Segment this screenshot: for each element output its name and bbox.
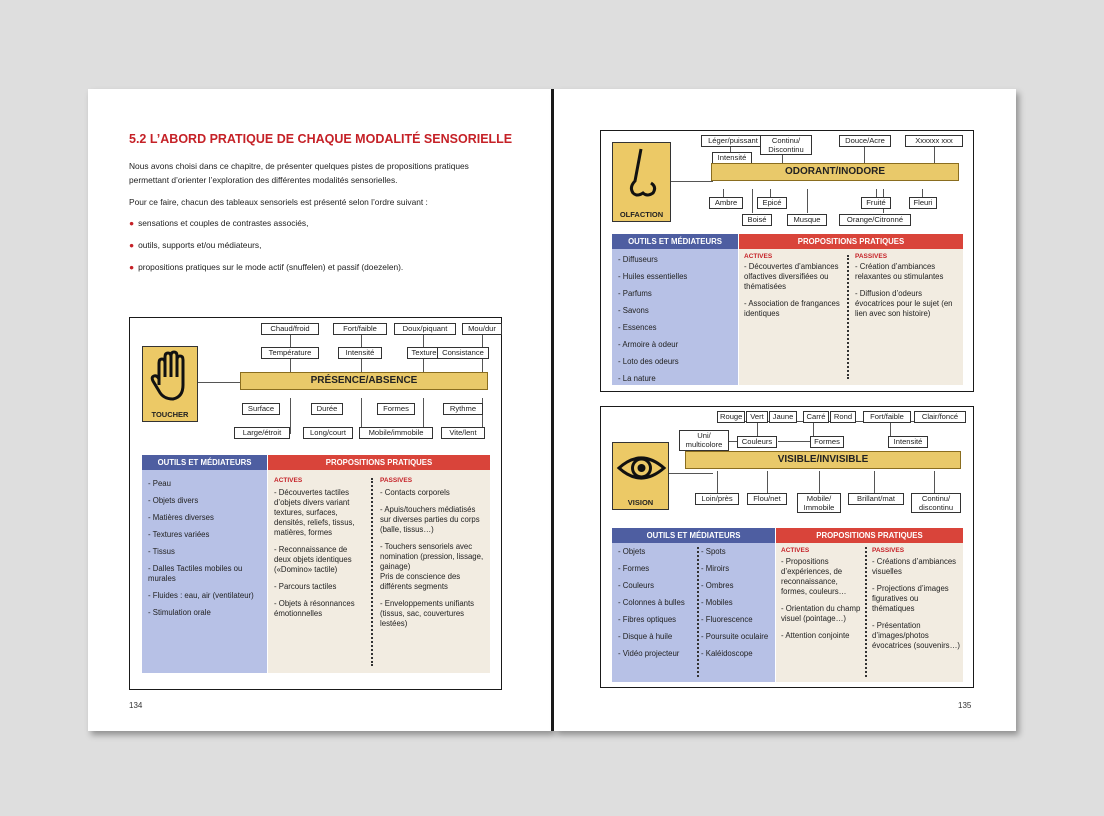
- eye-icon: [613, 443, 670, 493]
- olfaction-label: OLFACTION: [619, 210, 664, 219]
- bullet-item: ● propositions pratiques sur le mode actif (snuffelen) et passif (doezelen).: [129, 262, 404, 272]
- sensation-box: Mobile/ Immobile: [797, 493, 841, 513]
- vision-panel: [600, 406, 974, 688]
- order-intro: Pour ce faire, chacun des tableaux sensoriels est présenté selon l’ordre suivant :: [129, 197, 428, 207]
- passives-label: PASSIVES: [855, 253, 888, 260]
- sensation-box: Durée: [311, 403, 343, 415]
- toucher-icon-box: [142, 346, 198, 422]
- sensation-box: Loin/près: [695, 493, 739, 505]
- sensation-box: Couleurs: [737, 436, 777, 448]
- vision-icon-box: [612, 442, 669, 510]
- page-number: 134: [129, 701, 143, 710]
- sensation-box: Orange/Citronné: [839, 214, 911, 226]
- vision-center-bar: VISIBLE/INVISIBLE: [685, 451, 961, 469]
- sensation-box: Rythme: [443, 403, 483, 415]
- actives-label: ACTIVES: [744, 253, 773, 260]
- tools-header: OUTILS ET MÉDIATEURS: [612, 234, 738, 249]
- sensation-box: Flou/net: [747, 493, 787, 505]
- olfaction-passives-list: - Création d’ambiances relaxantes ou stimulantes - Diffusion d’odeurs évocatrices pour le sujet (en lien avec son histoire): [855, 262, 953, 318]
- bullet-dot-icon: ●: [129, 240, 135, 250]
- tools-header: OUTILS ET MÉDIATEURS: [142, 455, 267, 470]
- sensation-box: Léger/puissant: [701, 135, 765, 147]
- sensation-box: Fort/faible: [333, 323, 387, 335]
- hand-icon: [143, 347, 199, 407]
- sensation-box: Brillant/mat: [848, 493, 904, 505]
- nose-icon: [613, 143, 672, 205]
- sensation-box: Consistance: [437, 347, 489, 359]
- bullet-dot-icon: ●: [129, 218, 135, 228]
- sensation-box: Long/court: [303, 427, 353, 439]
- tools-header: OUTILS ET MÉDIATEURS: [612, 528, 775, 543]
- passives-label: PASSIVES: [380, 477, 413, 484]
- sensation-box: Surface: [242, 403, 280, 415]
- props-header: PROPOSITIONS PRATIQUES: [776, 528, 963, 543]
- toucher-panel: [129, 317, 502, 690]
- sensation-box: Formes: [810, 436, 844, 448]
- olfaction-actives-list: - Découvertes d’ambiances olfactives diversifiées ou thématisées - Association de frangances identiques: [744, 262, 840, 318]
- shape-box: Rond: [830, 411, 856, 423]
- sensation-box: Intensité: [338, 347, 382, 359]
- actives-label: ACTIVES: [274, 477, 303, 484]
- sensation-box: Texture: [407, 347, 441, 359]
- sensation-box: Mou/dur: [462, 323, 502, 335]
- sensation-box: Large/étroit: [234, 427, 290, 439]
- bullet-item: ● sensations et couples de contrastes associés,: [129, 218, 309, 228]
- sensation-box: Fort/faible: [863, 411, 911, 423]
- left-page: [88, 89, 552, 731]
- olfaction-icon-box: [612, 142, 671, 222]
- sensation-box: Intensité: [888, 436, 928, 448]
- sensation-box: Continu/ discontinu: [911, 493, 961, 513]
- color-box: Jaune: [769, 411, 797, 423]
- actives-label: ACTIVES: [781, 547, 810, 554]
- toucher-passives-list: - Contacts corporels - Apuis/touchers médiatisés sur diverses parties du corps (balle, tissus…) - Touchers sensoriels avec nomination (pression, lissage, gainage) Pris de conscience des différents segments - Enveloppements unifiants (tissus, sac, couvertures lestées): [380, 488, 484, 628]
- sensation-box: Boisé: [742, 214, 772, 226]
- intro-line-1: Nous avons choisi dans ce chapitre, de présenter quelques pistes de propositions pratiques: [129, 161, 469, 171]
- vision-passives-list: - Créations d’ambiances visuelles - Projections d’images figuratives ou thématiques - Présentation d’images/photos évocatrices (souvenirs…): [872, 557, 960, 650]
- sensation-box: Doux/piquant: [394, 323, 456, 335]
- props-header: PROPOSITIONS PRATIQUES: [739, 234, 963, 249]
- bullet-item: ● outils, supports et/ou médiateurs,: [129, 240, 262, 250]
- sensation-box: Chaud/froid: [261, 323, 319, 335]
- vision-tools-list-left: - Objets - Formes - Couleurs - Colonnes à bulles - Fibres optiques - Disque à huile - Vidéo projecteur: [618, 547, 685, 658]
- sensation-box: Douce/Acre: [839, 135, 891, 147]
- sensation-box: Musque: [787, 214, 827, 226]
- sensation-box: Fruité: [861, 197, 891, 209]
- vision-tools-list-right: - Spots - Miroirs - Ombres - Mobiles - Fluorescence - Poursuite oculaire - Kaléidoscope: [701, 547, 769, 658]
- passives-label: PASSIVES: [872, 547, 905, 554]
- olfaction-center-bar: ODORANT/INODORE: [711, 163, 959, 181]
- page-number: 135: [958, 701, 972, 710]
- shape-box: Carré: [803, 411, 829, 423]
- vision-actives-list: - Propositions d’expériences, de reconnaissance, formes, couleurs… - Orientation du champ visuel (pointage…) - Attention conjointe: [781, 557, 861, 640]
- sensation-box: Xxxxxx xxx: [905, 135, 963, 147]
- sensation-box: Uni/ multicolore: [679, 430, 729, 451]
- right-page: [554, 89, 1016, 731]
- toucher-label: TOUCHER: [151, 410, 189, 419]
- sensation-box: Continu/ Discontinu: [760, 135, 812, 155]
- sensation-box: Formes: [377, 403, 415, 415]
- color-box: Rouge: [717, 411, 745, 423]
- olfaction-panel: [600, 130, 974, 392]
- sensation-box: Clair/foncé: [914, 411, 966, 423]
- color-box: Vert: [746, 411, 768, 423]
- sensation-box: Intensité: [712, 152, 752, 164]
- toucher-center-bar: PRÉSENCE/ABSENCE: [240, 372, 488, 390]
- sensation-box: Vite/lent: [441, 427, 485, 439]
- sensation-box: Fleuri: [909, 197, 937, 209]
- sensation-box: Epicé: [757, 197, 787, 209]
- props-header: PROPOSITIONS PRATIQUES: [268, 455, 490, 470]
- vision-label: VISION: [627, 498, 654, 507]
- intro-paragraph: [129, 159, 529, 187]
- toucher-actives-list: - Découvertes tactiles d’objets divers variant textures, surfaces, densités, reliefs, tissus, matières, formes - Reconnaissance de deux objets identiques («Domino» tactile) - Parcours tactiles - Objets à résonnances émotionnelles: [274, 488, 355, 618]
- section-heading: 5.2 L’ABORD PRATIQUE DE CHAQUE MODALITÉ SENSORIELLE: [129, 132, 513, 146]
- bullet-dot-icon: ●: [129, 262, 135, 272]
- intro-line-2: permettant d’orienter l’exploration des différentes modalités sensorielles.: [129, 175, 398, 185]
- olfaction-tools-list: - Diffuseurs - Huiles essentielles - Parfums - Savons - Essences - Armoire à odeur - Loto des odeurs - La nature: [618, 255, 688, 383]
- sensation-box: Ambre: [709, 197, 743, 209]
- toucher-tools-list: - Peau - Objets divers - Matières diverses - Textures variées - Tissus - Dalles Tactiles mobiles ou murales - Fluides : eau, air (ventilateur) - Stimulation orale: [148, 479, 254, 617]
- sensation-box: Température: [261, 347, 319, 359]
- sensation-box: Mobile/immobile: [359, 427, 433, 439]
